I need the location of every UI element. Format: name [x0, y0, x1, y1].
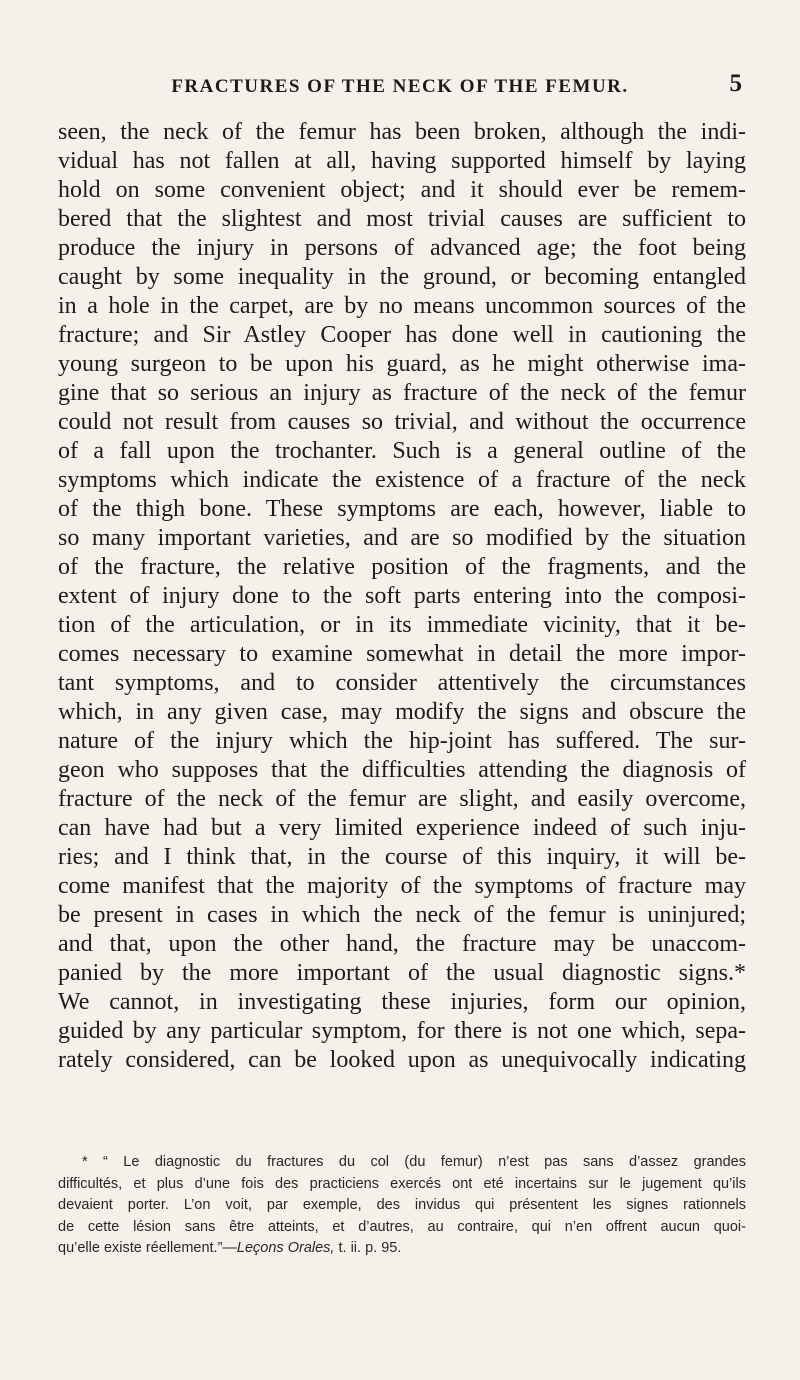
text-line: panied by the more important of the usual diagnostic signs.*: [58, 960, 746, 986]
text-line: extent of injury done to the soft parts entering into the composi-: [58, 583, 746, 609]
text-line: be present in cases in which the neck of the femur is uninjured;: [58, 902, 746, 928]
text-line: young surgeon to be upon his guard, as he might otherwise ima-: [58, 351, 746, 377]
text-line: in a hole in the carpet, are by no means uncommon sources of the: [58, 293, 746, 319]
text-line: seen, the neck of the femur has been broken, although the indi-: [58, 119, 746, 145]
text-line: of the fracture, the relative position of the fragments, and the: [58, 554, 746, 580]
text-line: of the thigh bone. These symptoms are each, however, liable to: [58, 496, 746, 522]
text-line: and that, upon the other hand, the fracture may be unaccom-: [58, 931, 746, 957]
footnote-last-line: [58, 1238, 746, 1260]
text-line: tant symptoms, and to consider attentively the circumstances: [58, 670, 746, 696]
footnote: [58, 1152, 746, 1260]
text-line: rately considered, can be looked upon as unequivocally indicating: [58, 1047, 746, 1073]
text-line: comes necessary to examine somewhat in detail the more impor-: [58, 641, 746, 667]
running-head: FRACTURES OF THE NECK OF THE FEMUR.: [171, 76, 629, 97]
text-line: nature of the injury which the hip-joint has suffered. The sur-: [58, 728, 746, 754]
text-line: geon who supposes that the difficulties attending the diagnosis of: [58, 757, 746, 783]
text-line: symptoms which indicate the existence of a fracture of the neck: [58, 467, 746, 493]
footnote-text: qu’elle existe réellement.”—: [58, 1240, 237, 1256]
text-line: caught by some inequality in the ground, or becoming entangled: [58, 264, 746, 290]
footnote-line: de cette lésion sans être atteints, et d’autres, au contraire, qui n’en offrent aucun quoi-: [58, 1218, 746, 1235]
text-line: fracture of the neck of the femur are slight, and easily overcome,: [58, 786, 746, 812]
footnote-line: difficultés, et plus d’une fois des practiciens exercés ont eté incertains sur le jugement qu’ils: [58, 1175, 746, 1192]
text-line: which, in any given case, may modify the signs and obscure the: [58, 699, 746, 725]
text-line: tion of the articulation, or in its immediate vicinity, that it be-: [58, 612, 746, 638]
text-line: guided by any particular symptom, for there is not one which, sepa-: [58, 1018, 746, 1044]
footnote-source: Leçons Orales,: [236, 1240, 335, 1256]
text-line: gine that so serious an injury as fracture of the neck of the femur: [58, 380, 746, 406]
page-number: 5: [729, 70, 742, 97]
page-header: [58, 70, 742, 106]
text-line: of a fall upon the trochanter. Such is a general outline of the: [58, 438, 746, 464]
text-line: come manifest that the majority of the symptoms of fracture may: [58, 873, 746, 899]
text-line: produce the injury in persons of advanced age; the foot being: [58, 235, 746, 261]
text-line: so many important varieties, and are so modified by the situation: [58, 525, 746, 551]
text-line: fracture; and Sir Astley Cooper has done well in cautioning the: [58, 322, 746, 348]
text-line: hold on some convenient object; and it should ever be remem-: [58, 177, 746, 203]
text-line: vidual has not fallen at all, having supported himself by laying: [58, 148, 746, 174]
text-line: ries; and I think that, in the course of this inquiry, it will be-: [58, 844, 746, 870]
text-line: could not result from causes so trivial, and without the occurrence: [58, 409, 746, 435]
text-line: bered that the slightest and most trivial causes are sufficient to: [58, 206, 746, 232]
text-line: We cannot, in investigating these injuries, form our opinion,: [58, 989, 746, 1015]
footnote-line: devaient porter. L’on voit, par exemple, des invidus qui présentent les signes rationnels: [58, 1197, 746, 1213]
footnote-citation: t. ii. p. 95.: [334, 1240, 402, 1256]
body-text: [58, 118, 746, 1075]
text-line: can have had but a very limited experience indeed of such inju-: [58, 815, 746, 841]
footnote-line: * “ Le diagnostic du fractures du col (du femur) n’est pas sans d’assez grandes: [82, 1154, 746, 1170]
